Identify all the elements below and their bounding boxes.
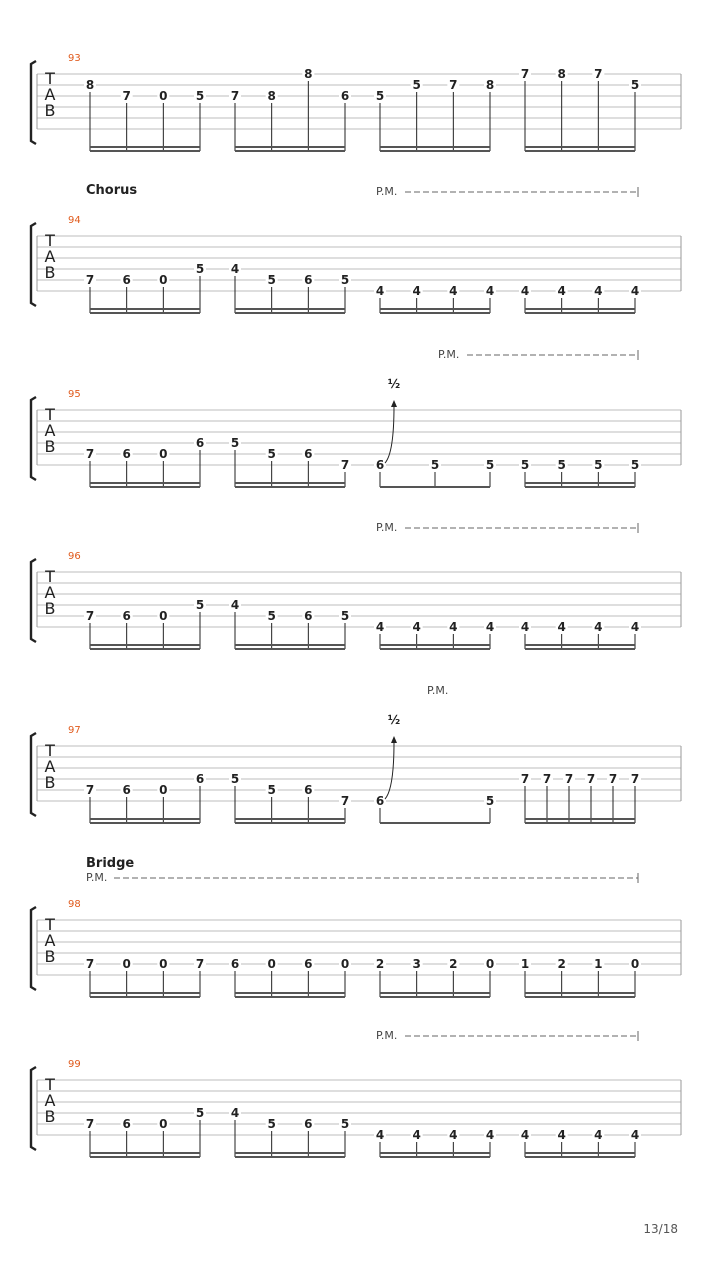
palm-mute-label: P.M.	[376, 521, 398, 534]
fret-number: 5	[267, 783, 276, 797]
tab-clef-letter: T	[45, 741, 55, 760]
fret-number: 5	[195, 262, 205, 276]
fret-number: 5	[195, 1106, 205, 1120]
fret-number: 0	[159, 783, 168, 797]
fret-number: 7	[608, 772, 618, 786]
tab-system-98	[31, 856, 681, 997]
tab-system-93	[31, 53, 681, 151]
fret-number: 5	[267, 1117, 276, 1131]
tab-clef-letter: B	[44, 773, 56, 792]
fret-number: 5	[267, 447, 276, 461]
tab-clef-letter: T	[45, 915, 55, 934]
fret-number: 5	[630, 78, 640, 92]
fret-number: 4	[449, 620, 458, 634]
fret-number: 6	[195, 772, 205, 786]
tab-clef-letter: T	[45, 1075, 55, 1094]
fret-number: 5	[485, 458, 495, 472]
fret-number: 6	[375, 458, 385, 472]
fret-number: 0	[267, 957, 276, 971]
fret-number: 6	[340, 89, 350, 103]
fret-number: 7	[122, 89, 131, 103]
fret-number: 7	[85, 783, 95, 797]
measure-number: 99	[68, 1059, 81, 1070]
fret-number: 4	[412, 284, 421, 298]
fret-number: 4	[594, 284, 603, 298]
bend-arrow	[391, 736, 397, 743]
system-bracket	[31, 907, 36, 990]
fret-number: 5	[375, 89, 385, 103]
fret-number: 0	[159, 89, 168, 103]
fret-number: 7	[594, 67, 603, 81]
bend-arrow	[391, 400, 397, 407]
fret-number: 7	[564, 772, 574, 786]
fret-number: 5	[230, 436, 240, 450]
measure-number: 98	[68, 899, 81, 910]
fret-number: 6	[304, 609, 313, 623]
fret-number: 1	[520, 957, 530, 971]
tab-clef-letter: A	[44, 931, 56, 950]
tab-clef-letter: B	[44, 101, 56, 120]
fret-number: 5	[340, 609, 350, 623]
fret-number: 5	[340, 273, 350, 287]
measure-number: 95	[68, 389, 81, 400]
tab-clef-letter: T	[45, 69, 55, 88]
tab-system-95	[31, 348, 681, 487]
fret-number: 4	[230, 262, 240, 276]
fret-number: 2	[375, 957, 385, 971]
fret-number: 7	[449, 78, 458, 92]
system-bracket	[31, 223, 36, 306]
palm-mute-label: P.M.	[438, 348, 460, 361]
fret-number: 7	[520, 67, 530, 81]
fret-number: 0	[159, 1117, 168, 1131]
measure-number: 93	[68, 53, 81, 64]
fret-number: 7	[520, 772, 530, 786]
measure-number: 97	[68, 725, 81, 736]
fret-number: 6	[122, 447, 131, 461]
bend-amount: ½	[387, 377, 401, 391]
fret-number: 8	[267, 89, 276, 103]
tab-system-96	[31, 521, 681, 649]
tab-system-99	[31, 1029, 681, 1157]
fret-number: 4	[520, 284, 530, 298]
tab-clef-letter: T	[45, 231, 55, 250]
fret-number: 5	[340, 1117, 350, 1131]
tab-system-97	[31, 684, 681, 823]
fret-number: 7	[85, 609, 95, 623]
fret-number: 7	[340, 794, 350, 808]
fret-number: 0	[122, 957, 131, 971]
fret-number: 6	[122, 609, 131, 623]
fret-number: 4	[375, 1128, 385, 1142]
fret-number: 5	[485, 794, 495, 808]
fret-number: 8	[304, 67, 313, 81]
fret-number: 0	[340, 957, 350, 971]
tab-clef-letter: T	[45, 567, 55, 586]
fret-number: 5	[267, 273, 276, 287]
fret-number: 5	[230, 772, 240, 786]
fret-number: 6	[304, 783, 313, 797]
fret-number: 4	[594, 1128, 603, 1142]
fret-number: 7	[85, 447, 95, 461]
fret-number: 5	[520, 458, 530, 472]
fret-number: 5	[430, 458, 440, 472]
palm-mute-label: P.M.	[86, 871, 108, 884]
fret-number: 4	[557, 620, 566, 634]
tab-clef-letter: A	[44, 1091, 56, 1110]
tab-clef-letter: A	[44, 421, 56, 440]
fret-number: 1	[594, 957, 603, 971]
tab-clef-letter: B	[44, 599, 56, 618]
tab-clef-letter: A	[44, 757, 56, 776]
measure-number: 94	[68, 215, 81, 226]
fret-number: 4	[375, 620, 385, 634]
section-label: Chorus	[86, 183, 138, 198]
fret-number: 7	[586, 772, 596, 786]
fret-number: 5	[412, 78, 421, 92]
fret-number: 7	[85, 1117, 95, 1131]
palm-mute-label: P.M.	[376, 185, 398, 198]
fret-number: 4	[230, 598, 240, 612]
section-label: Bridge	[86, 856, 135, 871]
fret-number: 4	[412, 1128, 421, 1142]
fret-number: 4	[594, 620, 603, 634]
fret-number: 5	[594, 458, 603, 472]
fret-number: 0	[630, 957, 640, 971]
tab-clef-letter: B	[44, 1107, 56, 1126]
fret-number: 6	[230, 957, 240, 971]
fret-number: 4	[485, 620, 495, 634]
tab-system-94	[31, 183, 681, 313]
fret-number: 6	[304, 273, 313, 287]
fret-number: 4	[630, 284, 640, 298]
fret-number: 7	[542, 772, 552, 786]
fret-number: 6	[122, 273, 131, 287]
fret-number: 6	[304, 957, 313, 971]
fret-number: 5	[195, 598, 205, 612]
fret-number: 4	[375, 284, 385, 298]
fret-number: 4	[449, 1128, 458, 1142]
fret-number: 0	[159, 447, 168, 461]
fret-number: 7	[85, 273, 95, 287]
tab-clef-letter: B	[44, 947, 56, 966]
system-bracket	[31, 397, 36, 480]
fret-number: 6	[122, 1117, 131, 1131]
fret-number: 2	[449, 957, 458, 971]
fret-number: 6	[375, 794, 385, 808]
fret-number: 6	[195, 436, 205, 450]
fret-number: 6	[122, 783, 131, 797]
fret-number: 8	[85, 78, 95, 92]
system-bracket	[31, 559, 36, 642]
fret-number: 7	[340, 458, 350, 472]
fret-number: 8	[485, 78, 495, 92]
fret-number: 0	[159, 273, 168, 287]
fret-number: 4	[557, 284, 566, 298]
system-bracket	[31, 733, 36, 816]
fret-number: 4	[520, 620, 530, 634]
tab-clef-letter: T	[45, 405, 55, 424]
fret-number: 4	[520, 1128, 530, 1142]
fret-number: 4	[485, 284, 495, 298]
bend-amount: ½	[387, 713, 401, 727]
palm-mute-label: P.M.	[376, 1029, 398, 1042]
fret-number: 0	[159, 609, 168, 623]
fret-number: 4	[557, 1128, 566, 1142]
tab-clef-letter: B	[44, 263, 56, 282]
system-bracket	[31, 1067, 36, 1150]
fret-number: 4	[230, 1106, 240, 1120]
fret-number: 6	[304, 447, 313, 461]
fret-number: 4	[412, 620, 421, 634]
fret-number: 2	[557, 957, 566, 971]
fret-number: 7	[195, 957, 205, 971]
fret-number: 4	[449, 284, 458, 298]
fret-number: 5	[195, 89, 205, 103]
fret-number: 3	[412, 957, 421, 971]
fret-number: 5	[557, 458, 566, 472]
tab-clef-letter: B	[44, 437, 56, 456]
tab-clef-letter: A	[44, 247, 56, 266]
fret-number: 6	[304, 1117, 313, 1131]
fret-number: 5	[267, 609, 276, 623]
fret-number: 5	[630, 458, 640, 472]
palm-mute-label: P.M.	[427, 684, 449, 697]
fret-number: 8	[557, 67, 566, 81]
fret-number: 4	[485, 1128, 495, 1142]
tab-clef-letter: A	[44, 583, 56, 602]
fret-number: 7	[230, 89, 240, 103]
fret-number: 0	[159, 957, 168, 971]
fret-number: 7	[630, 772, 640, 786]
tab-clef-letter: A	[44, 85, 56, 104]
measure-number: 96	[68, 551, 81, 562]
fret-number: 4	[630, 1128, 640, 1142]
fret-number: 7	[85, 957, 95, 971]
fret-number: 4	[630, 620, 640, 634]
page-number: 13/18	[643, 1222, 678, 1236]
fret-number: 0	[485, 957, 495, 971]
system-bracket	[31, 61, 36, 144]
